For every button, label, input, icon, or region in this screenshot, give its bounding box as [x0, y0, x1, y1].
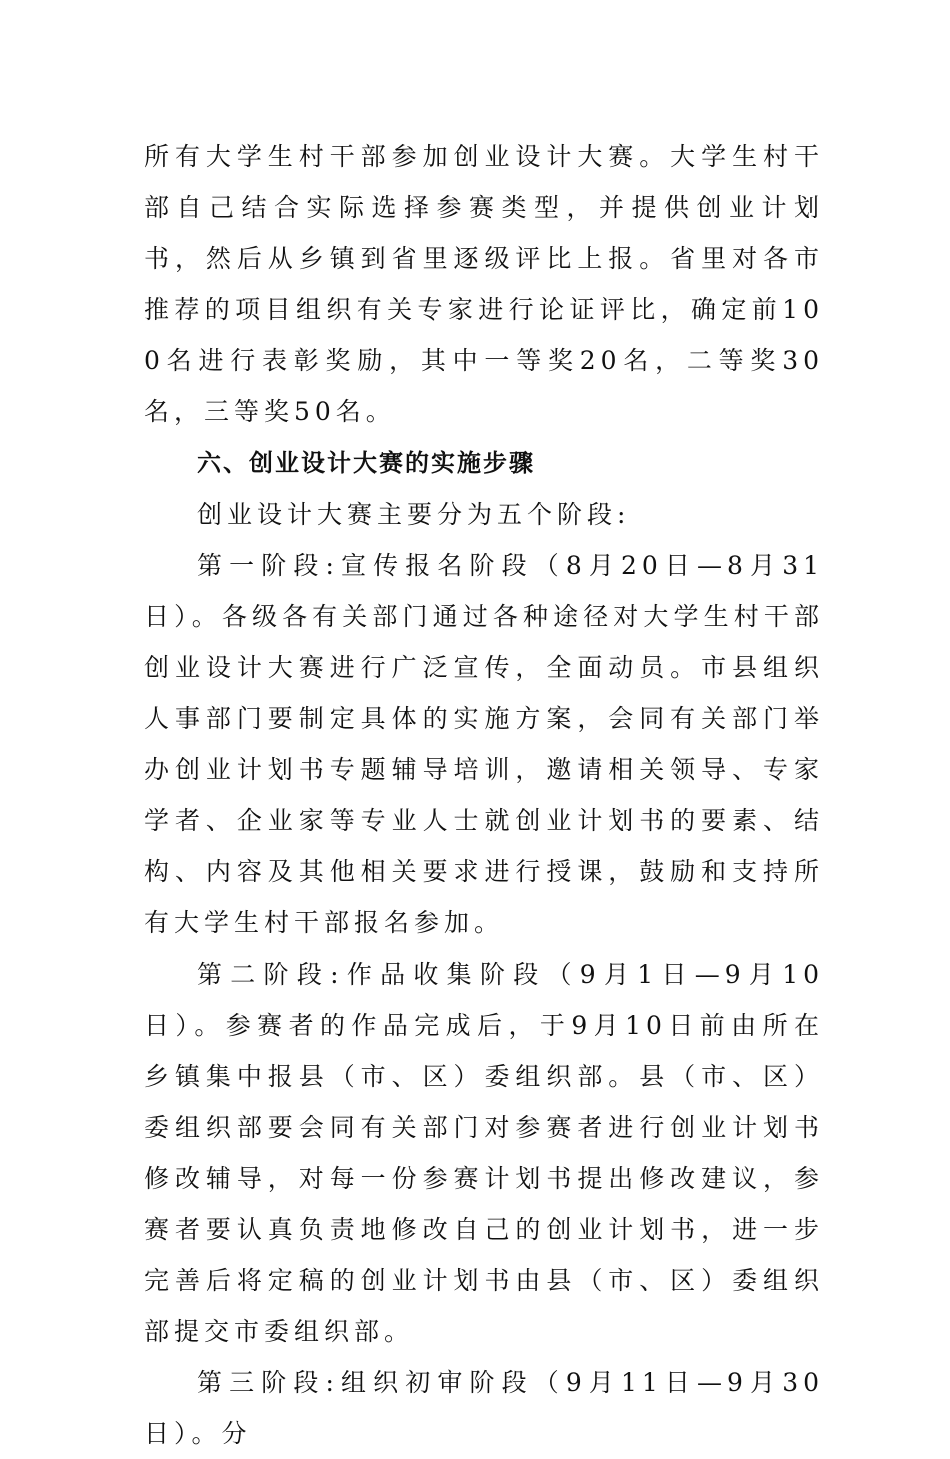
paragraph-five-stages-intro: 创业设计大赛主要分为五个阶段: — [197, 499, 631, 529]
paragraph-stage-one: 第一阶段:宣传报名阶段（8月20日—8月31日）。各级各有关部门通过各种途径对大学生村干部创业设计大赛进行广泛宣传，全面动员。市县组织人事部门要制定具体的实施方案，会同有关部门举办创业计划书专题辅导培训，邀请相关领导、专家学者、企业家等专业人士就创业计划书的要素、结构、内容及其他相关要求进行授课，鼓励和支持所有大学生村干部报名参加。 — [144, 550, 824, 938]
document-body — [144, 131, 824, 1459]
paragraph-stage-two: 第二阶段:作品收集阶段（9月1日—9月10日）。参赛者的作品完成后，于9月10日前由所在乡镇集中报县（市、区）委组织部。县（市、区）委组织部要会同有关部门对参赛者进行创业计划书修改辅导，对每一份参赛计划书提出修改建议，参赛者要认真负责地修改自己的创业计划书，进一步完善后将定稿的创业计划书由县（市、区）委组织部提交市委组织部。 — [144, 959, 824, 1347]
paragraph-stage-three: 第三阶段:组织初审阶段（9月11日—9月30日）。分 — [144, 1368, 824, 1449]
paragraph-awards-summary: 所有大学生村干部参加创业设计大赛。大学生村干部自己结合实际选择参赛类型，并提供创业计划书，然后从乡镇到省里逐级评比上报。省里对各市推荐的项目组织有关专家进行论证评比，确定前100名进行表彰奖励，其中一等奖20名，二等奖30名，三等奖50名。 — [144, 142, 824, 427]
section-heading-implementation-steps: 六、创业设计大赛的实施步骤 — [197, 448, 535, 477]
